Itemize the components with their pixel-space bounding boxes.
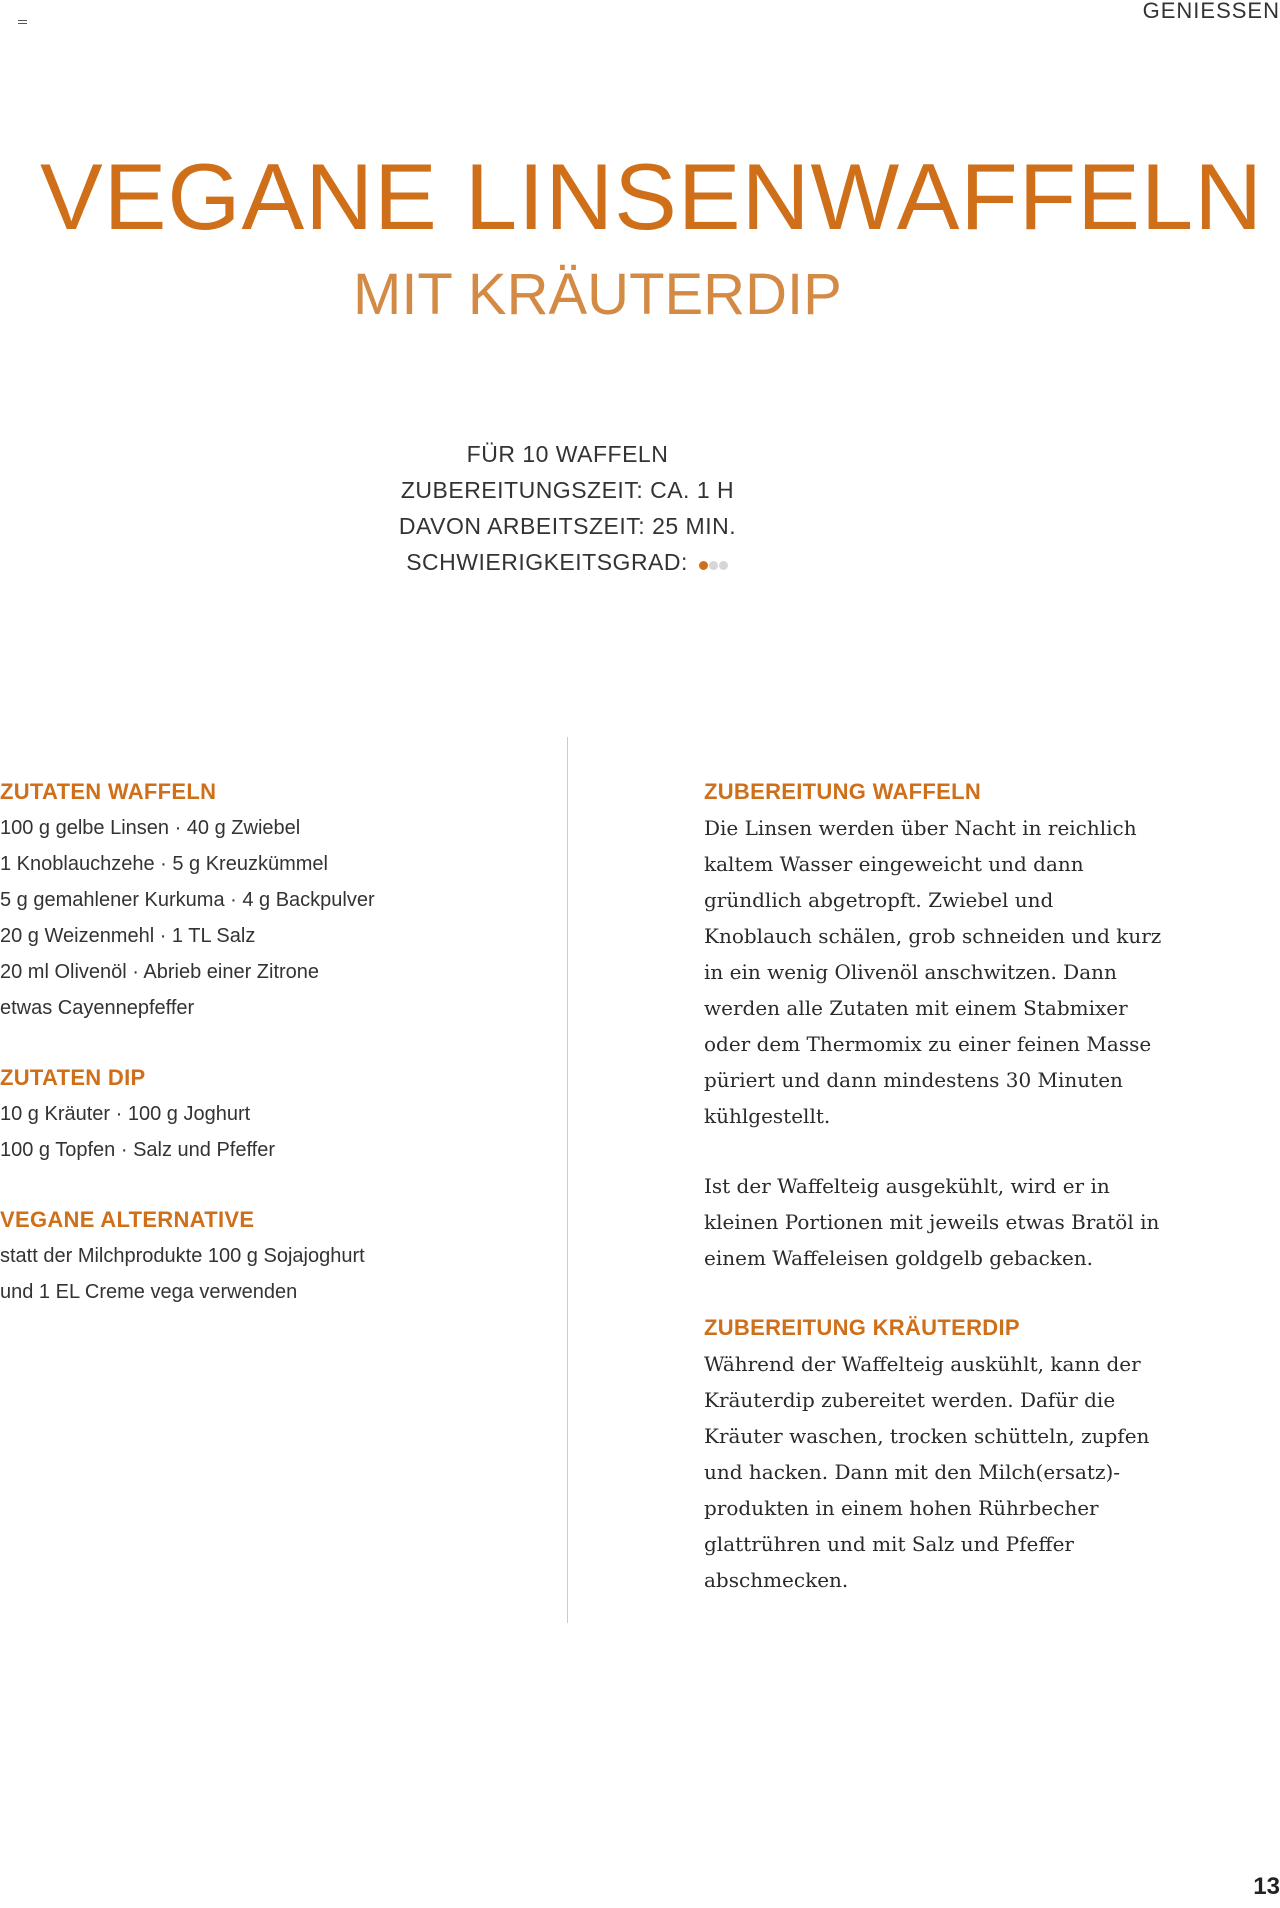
difficulty-row [0, 544, 1135, 582]
work-time: DAVON ARBEITSZEIT: 25 MIN. [398, 513, 737, 539]
menu-icon[interactable] [18, 20, 27, 26]
vegan-alternative-heading: VEGANE ALTERNATIVE [0, 1207, 255, 1232]
preparation-paragraph: Die Linsen werden über Nacht in reichlich kaltem Wasser eingeweicht und dann gründlich abgetropft. Zwiebel und Knoblauch schälen, grob schneiden und kurz in ein wenig Olivenöl anschwitzen. Dann werden alle Zutaten mit einem Stabmixer oder dem Thermomix zu einer feinen Masse püriert und dann mindestens 30 Minuten kühlgestellt. [704, 816, 1162, 1128]
section-label: GENIESSEN [1142, 0, 1280, 23]
difficulty-dot-filled [699, 561, 708, 570]
page-number: 13 [1253, 1873, 1280, 1900]
ingredients-waffles-list [0, 810, 520, 1026]
difficulty-dot-empty [709, 561, 718, 570]
preparation-paragraph: Ist der Waffelteig ausgekühlt, wird er in kleinen Portionen mit jeweils etwas Bratöl in einem Waffeleisen goldgelb gebacken. [704, 1174, 1160, 1270]
ingredients-dip-heading: ZUTATEN DIP [0, 1065, 146, 1090]
column-divider [567, 737, 568, 1623]
ingredients-dip-list [0, 1096, 520, 1168]
ingredient-line: statt der Milchprodukte 100 g Sojajoghurt [0, 1245, 365, 1267]
ingredient-line: 1 Knoblauchzehe · 5 g Kreuzkümmel [0, 853, 328, 875]
ingredients-waffles-heading: ZUTATEN WAFFELN [0, 779, 217, 804]
prep-time: ZUBEREITUNGSZEIT: CA. 1 H [400, 477, 735, 503]
preparation-column [704, 774, 1164, 1598]
recipe-info [0, 436, 1135, 582]
ingredient-line: 100 g Topfen · Salz und Pfeffer [0, 1139, 276, 1161]
ingredient-line: etwas Cayennepfeffer [0, 997, 195, 1019]
preparation-waffles-heading: ZUBEREITUNG WAFFELN [704, 779, 982, 804]
ingredient-line: 20 ml Olivenöl · Abrieb einer Zitrone [0, 961, 320, 983]
difficulty-dot-empty [719, 561, 728, 570]
preparation-paragraph: Während der Waffelteig auskühlt, kann der Kräuterdip zubereitet werden. Dafür die Kräuter waschen, trocken schütteln, zupfen und hacken. Dann mit den Milch(ersatz)-produkten in einem hohen Rührbecher glattrühren und mit Salz und Pfeffer abschmecken. [704, 1352, 1150, 1592]
ingredient-line: 100 g gelbe Linsen · 40 g Zwiebel [0, 817, 301, 839]
difficulty-rating [699, 544, 729, 580]
difficulty-label: SCHWIERIGKEITSGRAD: [406, 549, 688, 575]
preparation-dip-heading: ZUBEREITUNG KRÄUTERDIP [704, 1315, 1020, 1340]
ingredients-column [0, 774, 520, 1310]
recipe-subtitle: MIT KRÄUTERDIP [353, 262, 842, 327]
ingredient-line: 10 g Kräuter · 100 g Joghurt [0, 1103, 251, 1125]
ingredient-line: 20 g Weizenmehl · 1 TL Salz [0, 925, 256, 947]
ingredient-line: 5 g gemahlener Kurkuma · 4 g Backpulver [0, 889, 375, 911]
recipe-title: VEGANE LINSENWAFFELN [40, 144, 1264, 249]
ingredient-line: und 1 EL Creme vega verwenden [0, 1281, 298, 1303]
vegan-alternative-list [0, 1238, 520, 1310]
servings: FÜR 10 WAFFELN [466, 441, 669, 467]
